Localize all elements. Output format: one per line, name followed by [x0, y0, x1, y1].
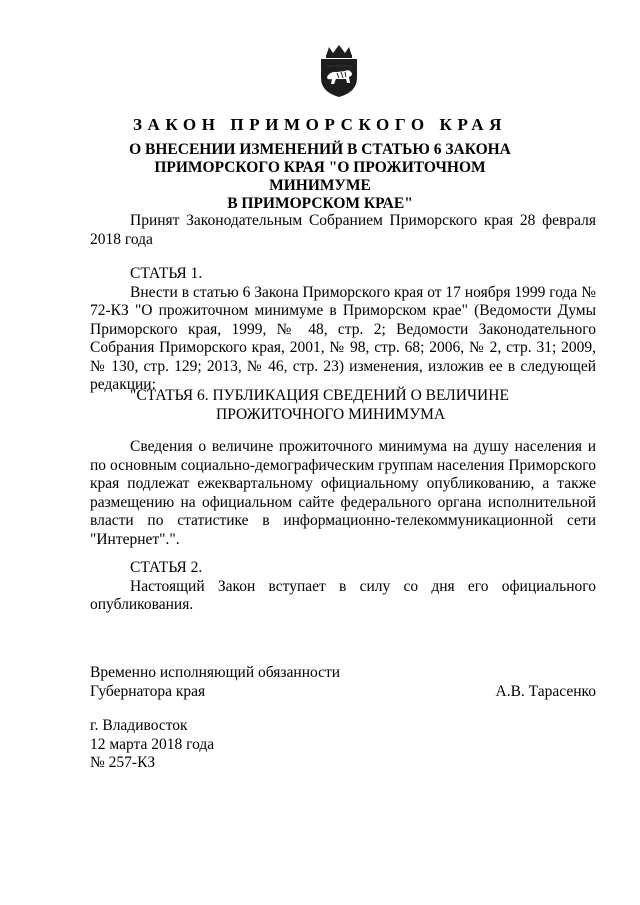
- subtitle-line: ПРИМОРСКОГО КРАЯ "О ПРОЖИТОЧНОМ МИНИМУМЕ: [154, 159, 486, 194]
- law-subtitle: [120, 141, 520, 213]
- adoption-text: Принят Законодательным Собранием Приморского края 28 февраля 2018 года: [90, 212, 596, 248]
- article-1: [90, 265, 596, 395]
- adoption-note: [90, 212, 596, 249]
- law-title: ЗАКОН ПРИМОРСКОГО КРАЯ: [132, 115, 508, 134]
- place-date-number: [90, 717, 596, 773]
- new-article-6-body: [90, 438, 596, 549]
- signatory-name: А.В. Тарасенко: [495, 682, 596, 700]
- article-2-text: Настоящий Закон вступает в силу со дня его официального опубликования.: [90, 577, 596, 613]
- article-1-heading: СТАТЬЯ 1.: [130, 265, 203, 282]
- date: 12 марта 2018 года: [90, 735, 215, 753]
- primorsky-krai-coat-of-arms-icon: [312, 44, 366, 98]
- article-2-heading: СТАТЬЯ 2.: [130, 559, 203, 576]
- article-6-heading-line: "СТАТЬЯ 6. ПУБЛИКАЦИЯ СВЕДЕНИЙ О ВЕЛИЧИНЕ: [130, 387, 509, 404]
- signature-block: [90, 664, 596, 701]
- new-article-6-heading: [90, 387, 596, 424]
- article-6-text: Сведения о величине прожиточного минимума на душу населения и по основным социально-демографическим группам населения Приморского края подлежат ежеквартальному официальному опубликованию, а также размещению на официальном сайте федерального органа исполнительной власти по статистике в информационно-телекоммуникационной сети "Интернет".".: [90, 438, 596, 548]
- signatory-position: Временно исполняющий обязанности: [90, 664, 341, 681]
- article-6-heading-line: ПРОЖИТОЧНОГО МИНИМУМА: [216, 405, 446, 423]
- subtitle-line: О ВНЕСЕНИИ ИЗМЕНЕНИЙ В СТАТЬЮ 6 ЗАКОНА: [129, 141, 511, 158]
- place: г. Владивосток: [90, 717, 188, 734]
- law-number: № 257-КЗ: [90, 754, 156, 771]
- signatory-position-2: Губернатора края: [90, 682, 206, 700]
- article-1-text: Внести в статью 6 Закона Приморского края от 17 ноября 1999 года № 72-КЗ "О прожиточном минимуме в Приморском крае" (Ведомости Думы Приморского края, 1999, № 48, стр. 2; Ведомости Законодательного Собрания Приморского края, 2001, № 98, стр. 68; 2006, № 2, стр. 31; 2009, № 130, стр. 129; 2013, № 46, стр. 23) изменения, изложив ее в следующей редакции:: [90, 283, 596, 393]
- article-2: [90, 559, 596, 615]
- subtitle-line: В ПРИМОРСКОМ КРАЕ": [227, 195, 413, 212]
